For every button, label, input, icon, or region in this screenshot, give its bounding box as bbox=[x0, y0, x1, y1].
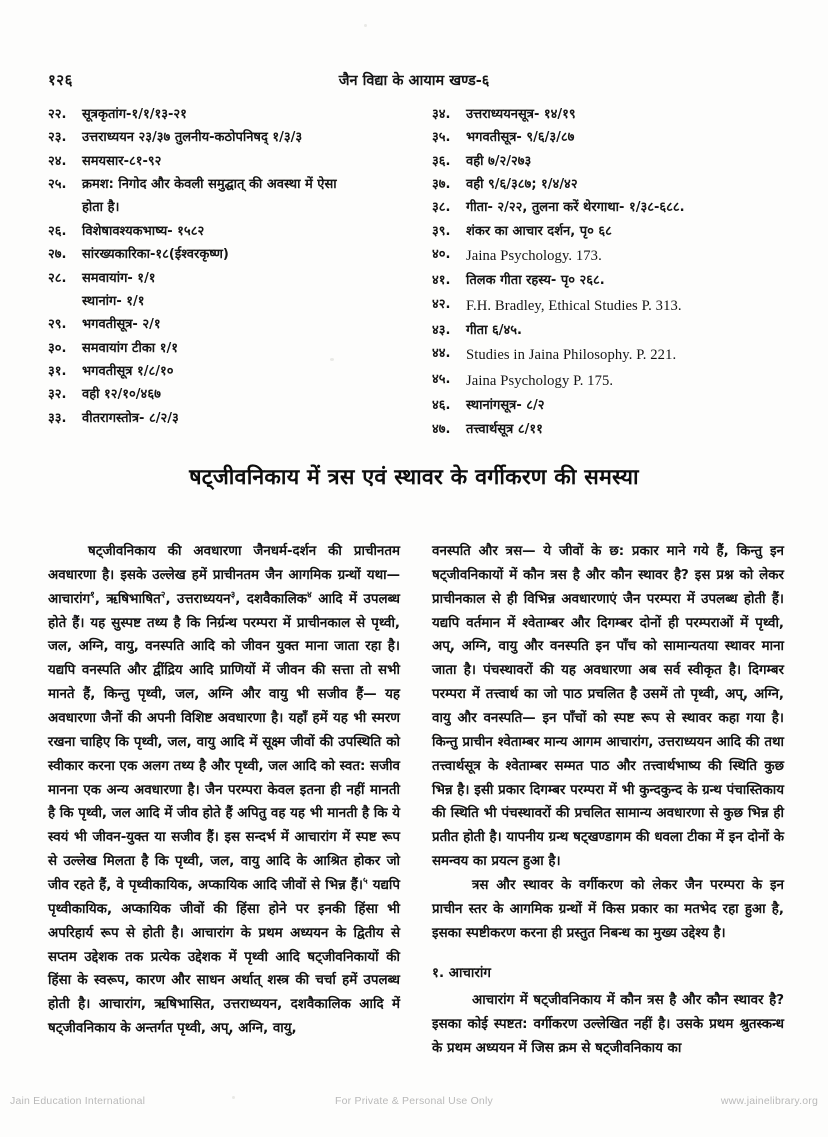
endnote-item bbox=[432, 419, 780, 441]
endnote-text: सूत्रकृतांग-१/१/१३-२१ bbox=[82, 107, 187, 122]
endnote-number: २८. bbox=[48, 270, 67, 286]
endnote-number: ४०. bbox=[432, 247, 451, 263]
text-run: यद्यपि पृथ्वीकायिक, अप्कायिक जीवों की हिंसा होने पर इनकी हिंसा भी अपरिहार्य रूप से होती है। आचारांग के प्रथम अध्ययन के द्वितीय से सप्तम उद्देशक तक प्रत्येक उद्देशक में पृथ्वी आदि षट्जीवनिकायों की हिंसा के स्वरूप, कारण और साधन अर्थात् शस्त्र की चर्चा हमें उपलब्ध होती है। आचारांग, ऋषिभासित, उत्तराध्ययन, दशवैकालिक आदि में षट्जीवनिकाय के अन्तर्गत पृथ्वी, अप्, अग्नि, वायु, bbox=[48, 878, 400, 1037]
paragraph-right-3: आचारांग में षट्जीवनिकाय में कौन त्रस है और कौन स्थावर है? इसका कोई स्पष्टत: वर्गीकरण उल्लेखित नहीं है। उसके प्रथम श्रुतस्कन्ध के प्रथम अध्ययन में जिस क्रम से षट्जीवनिकाय का bbox=[432, 993, 784, 1057]
endnote-text: स्थानांग- १/१ bbox=[82, 293, 145, 309]
endnote-number: ४३. bbox=[432, 322, 451, 338]
endnote-text: Jaina Psychology P. 175. bbox=[466, 373, 614, 390]
endnote-item bbox=[48, 197, 396, 219]
endnote-text: समवायांग- १/१ bbox=[82, 270, 156, 286]
endnote-item bbox=[48, 314, 396, 336]
endnotes-right-column bbox=[432, 104, 780, 442]
paragraph-right-1: वनस्पति और त्रस— ये जीवों के छ: प्रकार माने गये हैं, किन्तु इन षट्जीवनिकायों में कौन त्रस है और कौन स्थावर है? इस प्रश्न को लेकर प्राचीनकाल से ही विभिन्न अवधारणाएं जैन परम्परा में उपलब्ध होती हैं। यद्यपि वर्तमान में श्वेताम्बर और दिगम्बर दोनों ही परम्पराओं में पृथ्वी, अप्, अग्नि, वायु और वनस्पति इन पाँच को सामान्यतया स्थावर माना जाता है। पंचस्थावरों की यह अवधारणा अब सर्व स्वीकृत है। दिगम्बर परम्परा में तत्त्वार्थ का जो पाठ प्रचलित है उसमें तो पृथ्वी, अप्, अग्नि, वायु और वनस्पति— इन पाँचों को स्पष्ट रूप से स्थावर कहा गया है। किन्तु प्राचीन श्वेताम्बर मान्य आगम आचारांग, उत्तराध्ययन आदि की तथा तत्त्वार्थसूत्र के श्वेताम्बर सम्मत पाठ और तत्त्वार्थभाष्य की स्थिति कुछ भिन्न है। इसी प्रकार दिगम्बर परम्परा में भी कुन्दकुन्द के ग्रन्थ पंचास्तिकाय की स्थिति भी पंचस्थावरों की प्रचलित सामान्य अवधारणा से कुछ भिन्न ही प्रतीत होती है। यापनीय ग्रन्थ षट्खण्डागम की धवला टीका में इन दोनों के समन्वय का प्रयत्न हुआ है। bbox=[432, 544, 784, 870]
endnote-item bbox=[432, 174, 780, 196]
running-head bbox=[48, 64, 780, 88]
endnotes-section bbox=[48, 104, 780, 442]
endnote-item bbox=[432, 395, 780, 417]
endnote-text: शंकर का आचार दर्शन, पृ० ६८ bbox=[466, 223, 612, 239]
footer-website[interactable]: www.jainelibrary.org bbox=[720, 1095, 818, 1107]
endnote-text: Studies in Jaina Philosophy. P. 221. bbox=[466, 347, 677, 364]
endnote-item bbox=[432, 104, 780, 126]
endnote-text: क्रमश: निगोद और केवली समुद्घात् की अवस्था में ऐसा bbox=[82, 177, 337, 193]
endnote-item bbox=[432, 320, 780, 342]
section-heading-acharanga: १. आचारांग bbox=[432, 965, 491, 981]
endnote-item bbox=[48, 291, 396, 313]
endnote-text: वही ९/६/३८७; १/४/४२ bbox=[466, 177, 578, 193]
endnote-number: २९. bbox=[48, 317, 67, 333]
endnote-item bbox=[432, 127, 780, 149]
endnote-number: २६. bbox=[48, 223, 67, 239]
text-run: आदि में उपलब्ध होते हैं। यह सुस्पष्ट तथ्य है कि निर्ग्रन्थ परम्परा में प्राचीनकाल से पृथ्वी, जल, अग्नि, वायु, वनस्पति आदि को जीवन युक्त माना जाता रहा है। यद्यपि वनस्पति और द्वीेंद्रिय आदि प्राणियों में जीवन की सत्ता तो सभी मानते हैं, किन्तु पृथ्वी, जल, अग्नि और वायु भी सजीव हैं— यह अवधारणा जैनों की अपनी विशिष्ट अवधारणा है। यहाँ हमें यह भी स्मरण रखना चाहिए कि पृथ्वी, जल, वायु आदि में सूक्ष्म जीवों की उपस्थिति को स्वीकार करना एक अलग तथ्य है और पृथ्वी, जल आदि को स्वत: सजीव मानना एक अन्य अवधारणा है। जैन परम्परा केवल इतना ही नहीं मानती है कि पृथ्वी, जल आदि में जीव होते हैं अपितु वह यह भी मानती है कि ये स्वयं भी जीवन-युक्त या सजीव हैं। इस सन्दर्भ में आचारांग में स्पष्ट रूप से उल्लेख मिलता है कि पृथ्वी, जल, वायु आदि के आश्रित होकर जो जीव रहते हैं, वे पृथ्वीकायिक, अप्कायिक आदि जीवों से भिन्न हैं। bbox=[48, 591, 400, 894]
text-run: , दशवैकालिक bbox=[235, 591, 308, 607]
endnote-text: सांरख्यकारिका-१८(ईश्वरकृष्ण) bbox=[82, 247, 229, 263]
endnote-number: २७. bbox=[48, 247, 67, 263]
endnote-number: ३२. bbox=[48, 387, 67, 403]
endnote-item bbox=[48, 244, 396, 266]
endnote-text: गीता ६/४५. bbox=[466, 322, 522, 338]
footer-organization: Jain Education International bbox=[10, 1095, 146, 1107]
endnote-number: ३३. bbox=[48, 410, 67, 426]
endnote-item bbox=[48, 221, 396, 243]
endnote-text: वही १२/१०/४६७ bbox=[82, 387, 161, 403]
endnote-item bbox=[432, 151, 780, 173]
endnote-number: ३५. bbox=[432, 130, 451, 146]
endnote-number: ४२. bbox=[432, 296, 451, 312]
endnote-text: तिलक गीता रहस्य- पृ० २६८. bbox=[466, 273, 605, 289]
endnote-number: ४१. bbox=[432, 273, 451, 289]
paragraph-left-1 bbox=[48, 540, 400, 1041]
endnote-number: ३८. bbox=[432, 200, 451, 216]
endnotes-left-column bbox=[48, 104, 396, 442]
body-right-column bbox=[432, 540, 784, 1061]
endnote-text: विशेषावश्यकभाष्य- १५८२ bbox=[82, 223, 205, 239]
endnote-number: २३. bbox=[48, 130, 67, 146]
text-run: , उत्तराध्ययन bbox=[165, 591, 231, 607]
endnote-number: ३७. bbox=[432, 177, 451, 193]
endnote-number: ३९. bbox=[432, 223, 451, 239]
paragraph-right-2: त्रस और स्थावर के वर्गीकरण को लेकर जैन परम्परा के इन प्राचीन स्तर के आगमिक ग्रन्थों में किस प्रकार का मतभेद रहा हुआ है, इसका स्पष्टीकरण करना ही प्रस्तुत निबन्ध का मुख्य उद्देश्य है। bbox=[432, 878, 784, 941]
text-run: षट्जीवनिकाय की अवधारणा जैनधर्म-दर्शन की प्राचीनतम अवधारणा है। इसके उल्लेख हमें प्राचीनतम जैन आगमिक ग्रन्थों यथा— आचारांग bbox=[48, 544, 400, 607]
endnote-text: भगवतीसूत्र १/८/१० bbox=[82, 363, 174, 379]
footnote-marker-4: ४ bbox=[307, 590, 312, 601]
endnote-number: ३६. bbox=[432, 153, 451, 169]
endnote-text: F.H. Bradley, Ethical Studies P. 313. bbox=[466, 297, 682, 314]
endnote-item bbox=[432, 221, 780, 243]
endnote-item bbox=[48, 104, 396, 126]
endnote-number: ३४. bbox=[432, 107, 451, 122]
footnote-marker-2: २ bbox=[160, 590, 166, 601]
book-title: जैन विद्या के आयाम खण्ड-६ bbox=[338, 73, 490, 89]
endnote-number: २५. bbox=[48, 177, 67, 193]
endnote-text: समवायांग टीका १/१ bbox=[82, 340, 178, 356]
endnote-item bbox=[432, 197, 780, 219]
endnote-item bbox=[48, 408, 396, 430]
endnote-item bbox=[432, 369, 780, 394]
endnote-text: भगवतीसूत्र- ९/६/३/८७ bbox=[466, 130, 575, 146]
endnote-item bbox=[48, 151, 396, 173]
endnote-item bbox=[432, 343, 780, 368]
endnote-text: वही ७/२/२७३ bbox=[466, 153, 532, 169]
endnote-text: भगवतीसूत्र- २/१ bbox=[82, 317, 161, 333]
endnote-item bbox=[48, 127, 396, 149]
endnote-number: २२. bbox=[48, 107, 67, 122]
scan-speck bbox=[364, 24, 367, 27]
endnote-item bbox=[432, 244, 780, 269]
endnote-item bbox=[432, 294, 780, 319]
endnote-number: ४५. bbox=[432, 372, 451, 388]
endnote-item bbox=[432, 270, 780, 292]
endnote-text: वीतरागस्तोत्र- ८/२/३ bbox=[82, 410, 179, 426]
endnote-text: Jaina Psychology. 173. bbox=[466, 248, 602, 265]
page-number: १२६ bbox=[48, 71, 73, 89]
endnote-number: ४४. bbox=[432, 346, 451, 362]
footnote-marker-1: १ bbox=[90, 590, 95, 601]
endnote-text: स्थानांगसूत्र- ८/२ bbox=[466, 398, 545, 414]
endnote-number: ३०. bbox=[48, 340, 67, 356]
endnote-number: ३१. bbox=[48, 363, 67, 379]
endnote-item bbox=[48, 361, 396, 383]
footer-usage-notice: For Private & Personal Use Only bbox=[335, 1095, 493, 1107]
endnote-item bbox=[48, 268, 396, 290]
body-left-column bbox=[48, 540, 400, 1061]
article-body bbox=[48, 540, 784, 1061]
endnote-text: उत्तराध्ययन २३/३७ तुलनीय-कठोपनिषद् १/३/३ bbox=[82, 130, 303, 146]
endnote-item bbox=[48, 384, 396, 406]
endnote-text: तत्त्वार्थसूत्र ८/११ bbox=[466, 421, 543, 437]
endnote-number: ४७. bbox=[432, 421, 451, 437]
endnote-text: उत्तराध्ययनसूत्र- १४/१९ bbox=[466, 107, 576, 122]
endnote-item bbox=[48, 338, 396, 360]
page-footer bbox=[0, 1095, 828, 1111]
text-run: , ऋषिभाषित bbox=[94, 591, 161, 607]
article-title: षट्जीवनिकाय में त्रस एवं स्थावर के वर्गीकरण की समस्या bbox=[189, 465, 639, 490]
endnote-text: गीता- २/२२, तुलना करें थेरगाथा- १/३८-६८८. bbox=[466, 200, 685, 216]
endnote-number: ४६. bbox=[432, 398, 451, 414]
footnote-marker-3: ३ bbox=[230, 590, 236, 601]
endnote-text: समयसार-८१-९२ bbox=[82, 153, 162, 169]
footnote-marker-5: ५ bbox=[362, 876, 368, 887]
endnote-text: होता है। bbox=[82, 200, 120, 216]
endnote-number: २४. bbox=[48, 153, 67, 169]
endnote-item bbox=[48, 174, 396, 196]
